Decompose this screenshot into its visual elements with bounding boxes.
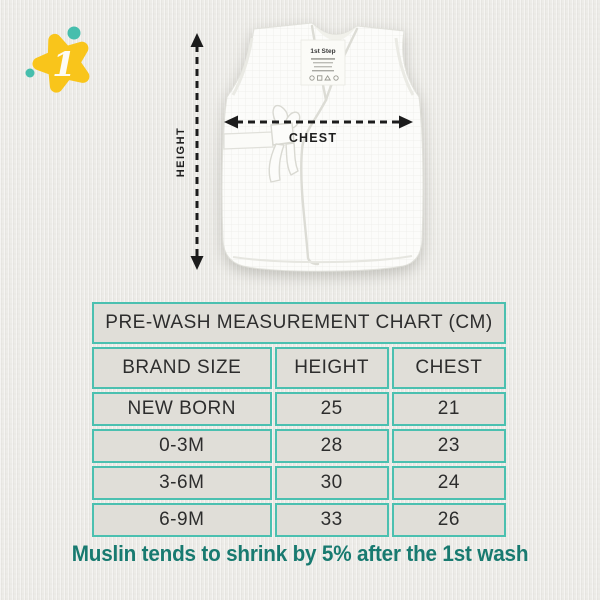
logo-dot-small [26,69,35,78]
height-cell: 25 [275,392,389,426]
table-row-0-3m [92,429,506,463]
logo-dot-large [68,27,81,40]
size-cell: 6-9M [92,503,272,537]
table-row-3-6m [92,466,506,500]
size-cell: 0-3M [92,429,272,463]
logo-numeral: 1 [52,45,76,85]
arrowhead-up [191,33,204,47]
table-title: PRE-WASH MEASUREMENT CHART (CM) [92,302,506,344]
table-row-6-9m [92,503,506,537]
tie-strap [224,132,273,149]
arrowhead-down [191,256,204,270]
shrink-note: Muslin tends to shrink by 5% after the 1st wash [71,541,529,566]
table-row-newborn [92,392,506,426]
garment-measurement-diagram [0,0,600,294]
size-cell: NEW BORN [92,392,272,426]
size-cell: 3-6M [92,466,272,500]
garment-label [301,40,345,85]
table-title-row [92,302,506,344]
height-cell: 33 [275,503,389,537]
col-header-height: HEIGHT [275,347,389,389]
col-header-chest: CHEST [392,347,506,389]
height-cell: 28 [275,429,389,463]
height-cell: 30 [275,466,389,500]
chest-cell: 23 [392,429,506,463]
col-header-brand-size: BRAND SIZE [92,347,272,389]
garment-label-brand: 1st Step [310,48,336,55]
chest-cell: 26 [392,503,506,537]
chest-arrow-label: CHEST [288,131,338,145]
table-header-row [92,347,506,389]
measurement-table [89,299,509,540]
height-arrow [175,33,204,270]
brand-logo [26,27,83,87]
garment-photo [222,23,423,271]
height-arrow-label: HEIGHT [175,126,187,178]
chest-cell: 24 [392,466,506,500]
chest-cell: 21 [392,392,506,426]
